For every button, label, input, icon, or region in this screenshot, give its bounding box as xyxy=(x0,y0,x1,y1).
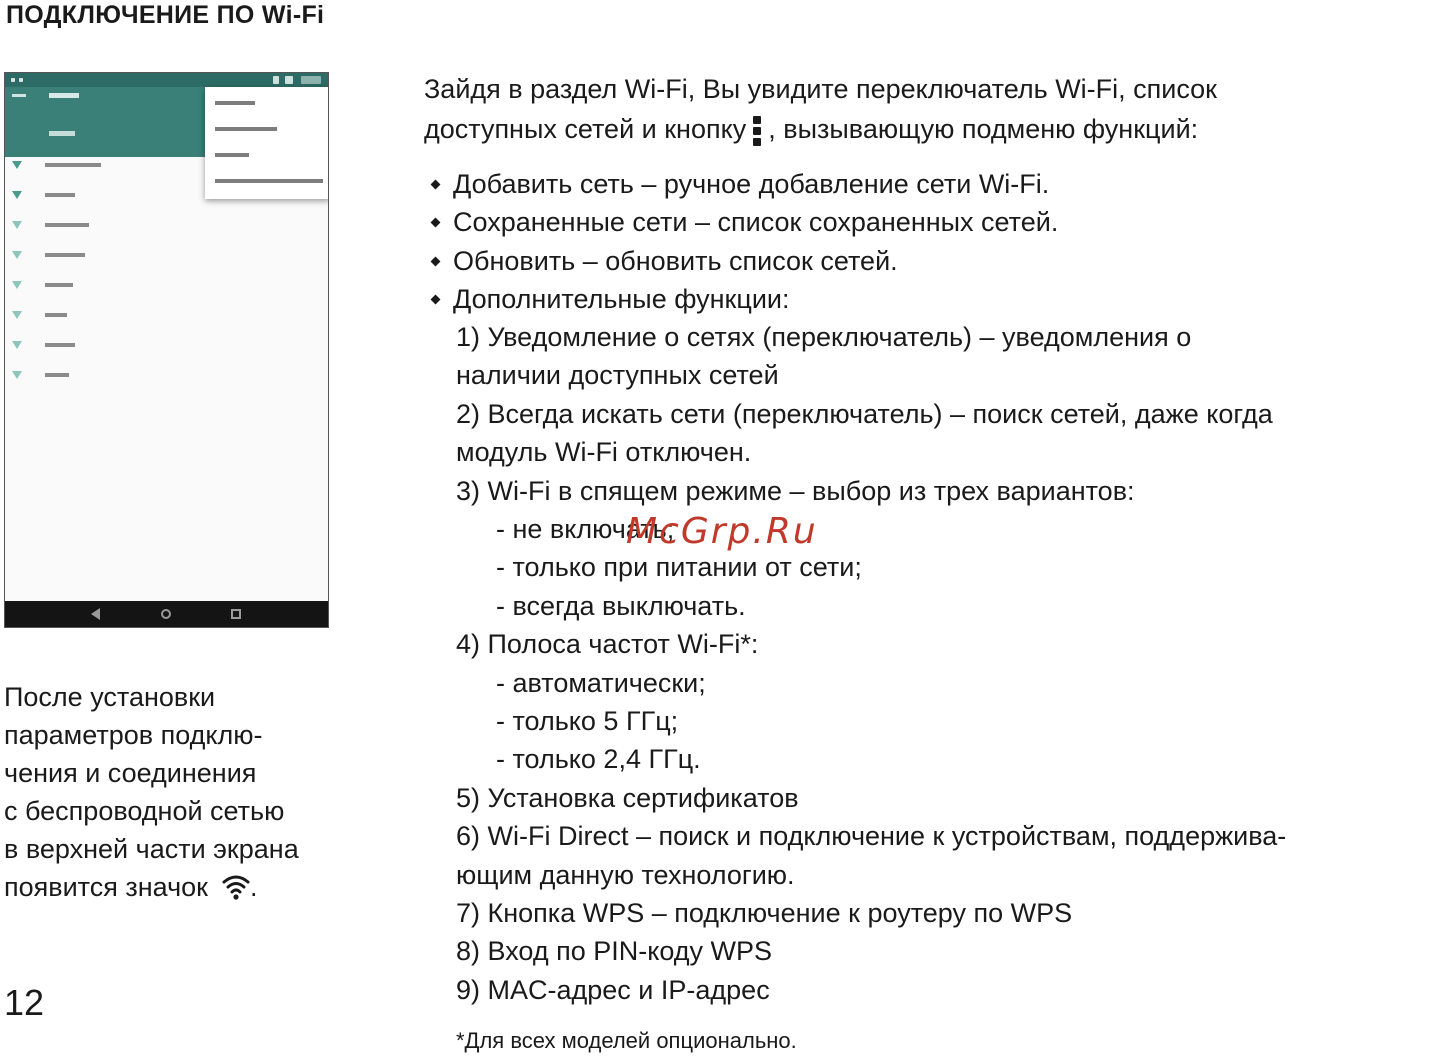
list-item: 4) Полоса частот Wi-Fi*: xyxy=(456,629,759,659)
notification-icon xyxy=(19,78,23,82)
network-name xyxy=(45,223,89,227)
list-item: модуль Wi-Fi отключен. xyxy=(456,437,752,467)
list-subitem: - только при питании от сети; xyxy=(496,552,862,582)
watermark: McGrp.Ru xyxy=(626,511,818,552)
wifi-settings-screenshot xyxy=(4,72,329,628)
list-subitem: - только 2,4 ГГц. xyxy=(496,744,701,774)
bullet-item: Добавить сеть – ручное добавление сети Wi-Fi. xyxy=(432,165,1049,203)
menu-item xyxy=(215,127,277,131)
network-item xyxy=(5,217,328,237)
menu-item xyxy=(215,101,255,105)
intro-line-2 xyxy=(424,110,1198,150)
intro-line-2-end: , вызывающую подменю функций: xyxy=(768,114,1199,144)
back-arrow-icon xyxy=(12,94,26,97)
menu-item xyxy=(215,179,323,183)
list-item: ющим данную технологию. xyxy=(456,860,795,890)
notification-icon xyxy=(11,78,15,82)
signal-icon xyxy=(273,76,279,84)
wifi-signal-icon xyxy=(12,281,22,289)
left-note-line: чения и соединения xyxy=(4,758,257,788)
left-note-line: с беспроводной сетью xyxy=(4,796,285,826)
bullet-item: Обновить – обновить список сетей. xyxy=(432,242,898,280)
wifi-signal-icon xyxy=(12,161,22,169)
list-subitem: - не включать; xyxy=(496,514,675,544)
wifi-signal-icon xyxy=(12,251,22,259)
navigation-bar xyxy=(5,601,328,627)
list-subitem: - только 5 ГГц; xyxy=(496,706,679,736)
diamond-bullet-icon xyxy=(431,180,441,190)
network-name xyxy=(45,343,75,347)
toolbar-title xyxy=(49,93,79,98)
intro-line-2-start: доступных сетей и кнопку xyxy=(424,114,747,144)
footnote: *Для всех моделей опционально. xyxy=(456,1028,797,1053)
network-name xyxy=(45,253,85,257)
network-item xyxy=(5,277,328,297)
wifi-signal-icon xyxy=(12,371,22,379)
overflow-menu xyxy=(205,87,329,199)
network-name xyxy=(45,283,73,287)
network-name xyxy=(45,373,69,377)
list-subitem: - автоматически; xyxy=(496,668,706,698)
bullet-item: Дополнительные функции: xyxy=(432,280,790,318)
wifi-toggle-row xyxy=(49,131,75,136)
wifi-signal-icon xyxy=(12,311,22,319)
list-item: наличии доступных сетей xyxy=(456,360,779,390)
wifi-signal-icon xyxy=(12,191,22,199)
left-note-line-last: появится значок . xyxy=(4,872,258,902)
nav-back-icon xyxy=(91,608,100,620)
bullet-item: Сохраненные сети – список сохраненных сетей. xyxy=(432,203,1058,241)
network-item xyxy=(5,307,328,327)
network-item xyxy=(5,337,328,357)
intro-line-1: Зайдя в раздел Wi-Fi, Вы увидите переключатель Wi-Fi, список xyxy=(424,74,1217,104)
battery-icon xyxy=(285,76,293,84)
left-note-line: После установки xyxy=(4,682,216,712)
list-item: 3) Wi-Fi в спящем режиме – выбор из трех вариантов: xyxy=(456,476,1135,506)
network-name xyxy=(45,193,75,197)
list-item: 5) Установка сертификатов xyxy=(456,783,799,813)
list-item: 6) Wi-Fi Direct – поиск и подключение к устройствам, поддержива- xyxy=(456,821,1287,851)
list-item: 9) MAC-адрес и IP-адрес xyxy=(456,975,770,1005)
list-item: 7) Кнопка WPS – подключение к роутеру по WPS xyxy=(456,898,1073,928)
diamond-bullet-icon xyxy=(431,257,441,267)
list-subitem: - всегда выключать. xyxy=(496,591,746,621)
left-note-line: в верхней части экрана xyxy=(4,834,299,864)
nav-recents-icon xyxy=(231,609,241,619)
diamond-bullet-icon xyxy=(431,295,441,305)
clock-icon xyxy=(301,76,321,84)
left-note-line: параметров подклю- xyxy=(4,720,263,750)
nav-home-icon xyxy=(161,609,171,619)
wifi-signal-icon xyxy=(12,221,22,229)
menu-item xyxy=(215,153,249,157)
network-item xyxy=(5,247,328,267)
page-number: 12 xyxy=(4,982,45,1023)
wifi-icon xyxy=(222,872,250,900)
kebab-menu-icon xyxy=(752,112,762,150)
diamond-bullet-icon xyxy=(431,218,441,228)
network-name xyxy=(45,163,101,167)
page-title: ПОДКЛЮЧЕНИЕ ПО Wi-Fi xyxy=(6,1,325,29)
network-item xyxy=(5,367,328,387)
list-item: 8) Вход по PIN-коду WPS xyxy=(456,936,773,966)
list-item: 2) Всегда искать сети (переключатель) – поиск сетей, даже когда xyxy=(456,399,1273,429)
network-name xyxy=(45,313,67,317)
wifi-signal-icon xyxy=(12,341,22,349)
left-note xyxy=(4,678,299,906)
status-bar xyxy=(5,73,328,87)
list-item: 1) Уведомление о сетях (переключатель) – уведомления о xyxy=(456,322,1192,352)
